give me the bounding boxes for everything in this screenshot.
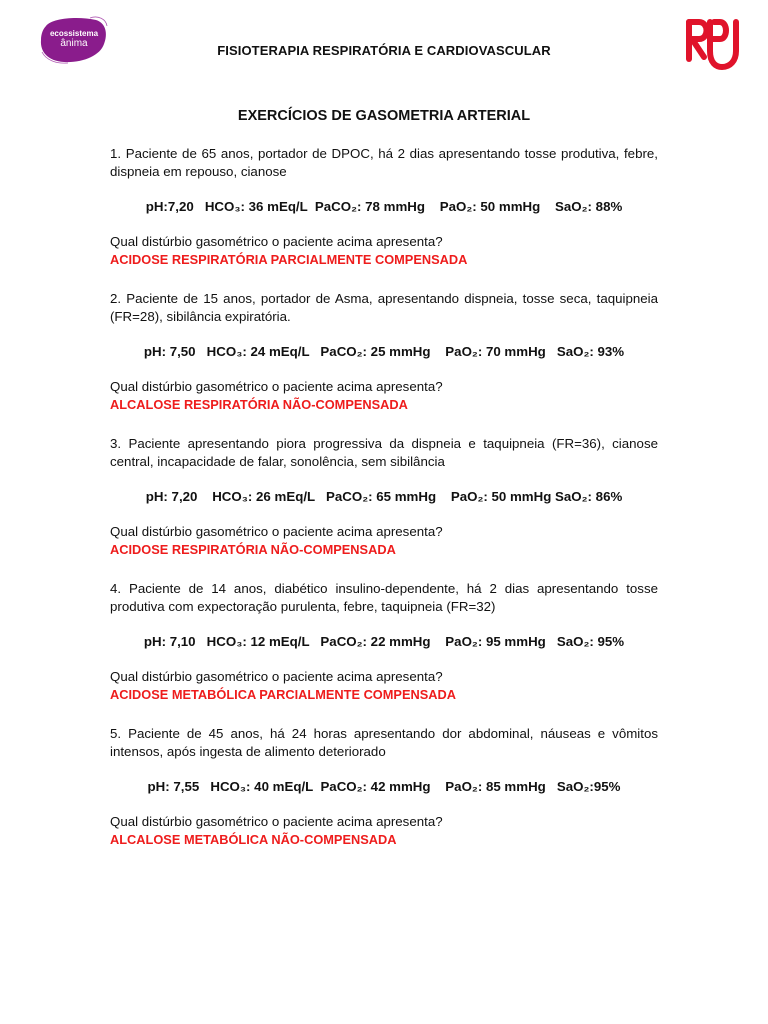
blood-gas-values: pH: 7,10 HCO₃: 12 mEq/L PaCO₂: 22 mmHg PaO₂: 95 mmHg SaO₂: 95% — [143, 634, 625, 649]
question-text: Qual distúrbio gasométrico o paciente acima apresenta? — [110, 234, 443, 249]
anima-logo-line2: ânima — [60, 38, 88, 49]
blood-gas-values: pH: 7,50 HCO₃: 24 mEq/L PaCO₂: 25 mmHg PaO₂: 70 mmHg SaO₂: 93% — [143, 344, 625, 359]
case-description: 5. Paciente de 45 anos, há 24 horas apresentando dor abdominal, náuseas e vômitos intensos, após ingesta de alimento deteriorado — [110, 726, 658, 759]
case-description: 1. Paciente de 65 anos, portador de DPOC, há 2 dias apresentando tosse produtiva, febre, dispneia em repouso, cianose — [110, 146, 658, 179]
anima-logo-line1: ecossistema — [49, 29, 99, 38]
exercise-2 — [110, 290, 658, 414]
case-description: 3. Paciente apresentando piora progressiva da dispneia e taquipneia (FR=36), cianose central, incapacidade de falar, sonolência, sem sibilância — [110, 436, 658, 469]
answer-text: ACIDOSE METABÓLICA PARCIALMENTE COMPENSADA — [110, 687, 456, 702]
answer-text: ALCALOSE RESPIRATÓRIA NÃO-COMPENSADA — [110, 397, 408, 412]
ru-logo-icon — [684, 17, 742, 71]
blood-gas-values: pH: 7,20 HCO₃: 26 mEq/L PaCO₂: 65 mmHg PaO₂: 50 mmHg SaO₂: 86% — [145, 489, 623, 504]
blood-gas-values: pH: 7,55 HCO₃: 40 mEq/L PaCO₂: 42 mmHg PaO₂: 85 mmHg SaO₂:95% — [147, 779, 621, 794]
header-title: FISIOTERAPIA RESPIRATÓRIA E CARDIOVASCULAR — [217, 43, 551, 58]
question-text: Qual distúrbio gasométrico o paciente acima apresenta? — [110, 669, 443, 684]
exercise-5 — [110, 725, 658, 849]
document-title: EXERCÍCIOS DE GASOMETRIA ARTERIAL — [237, 108, 531, 124]
question-text: Qual distúrbio gasométrico o paciente acima apresenta? — [110, 524, 443, 539]
case-description: 4. Paciente de 14 anos, diabético insulino-dependente, há 2 dias apresentando tosse produtiva com expectoração purulenta, febre, taquipneia (FR=32) — [110, 581, 658, 614]
answer-text: ACIDOSE RESPIRATÓRIA NÃO-COMPENSADA — [110, 542, 396, 557]
case-description: 2. Paciente de 15 anos, portador de Asma, apresentando dispneia, tosse seca, taquipneia (FR=28), sibilância expiratória. — [110, 291, 658, 324]
question-text: Qual distúrbio gasométrico o paciente acima apresenta? — [110, 814, 443, 829]
exercise-3 — [110, 435, 658, 559]
page-header — [0, 0, 768, 90]
exercise-1 — [110, 145, 658, 269]
exercise-4 — [110, 580, 658, 704]
answer-text: ALCALOSE METABÓLICA NÃO-COMPENSADA — [110, 832, 397, 847]
blood-gas-values: pH:7,20 HCO₃: 36 mEq/L PaCO₂: 78 mmHg PaO₂: 50 mmHg SaO₂: 88% — [145, 199, 623, 214]
answer-text: ACIDOSE RESPIRATÓRIA PARCIALMENTE COMPENSADA — [110, 252, 468, 267]
exercise-list — [110, 145, 658, 870]
question-text: Qual distúrbio gasométrico o paciente acima apresenta? — [110, 379, 443, 394]
